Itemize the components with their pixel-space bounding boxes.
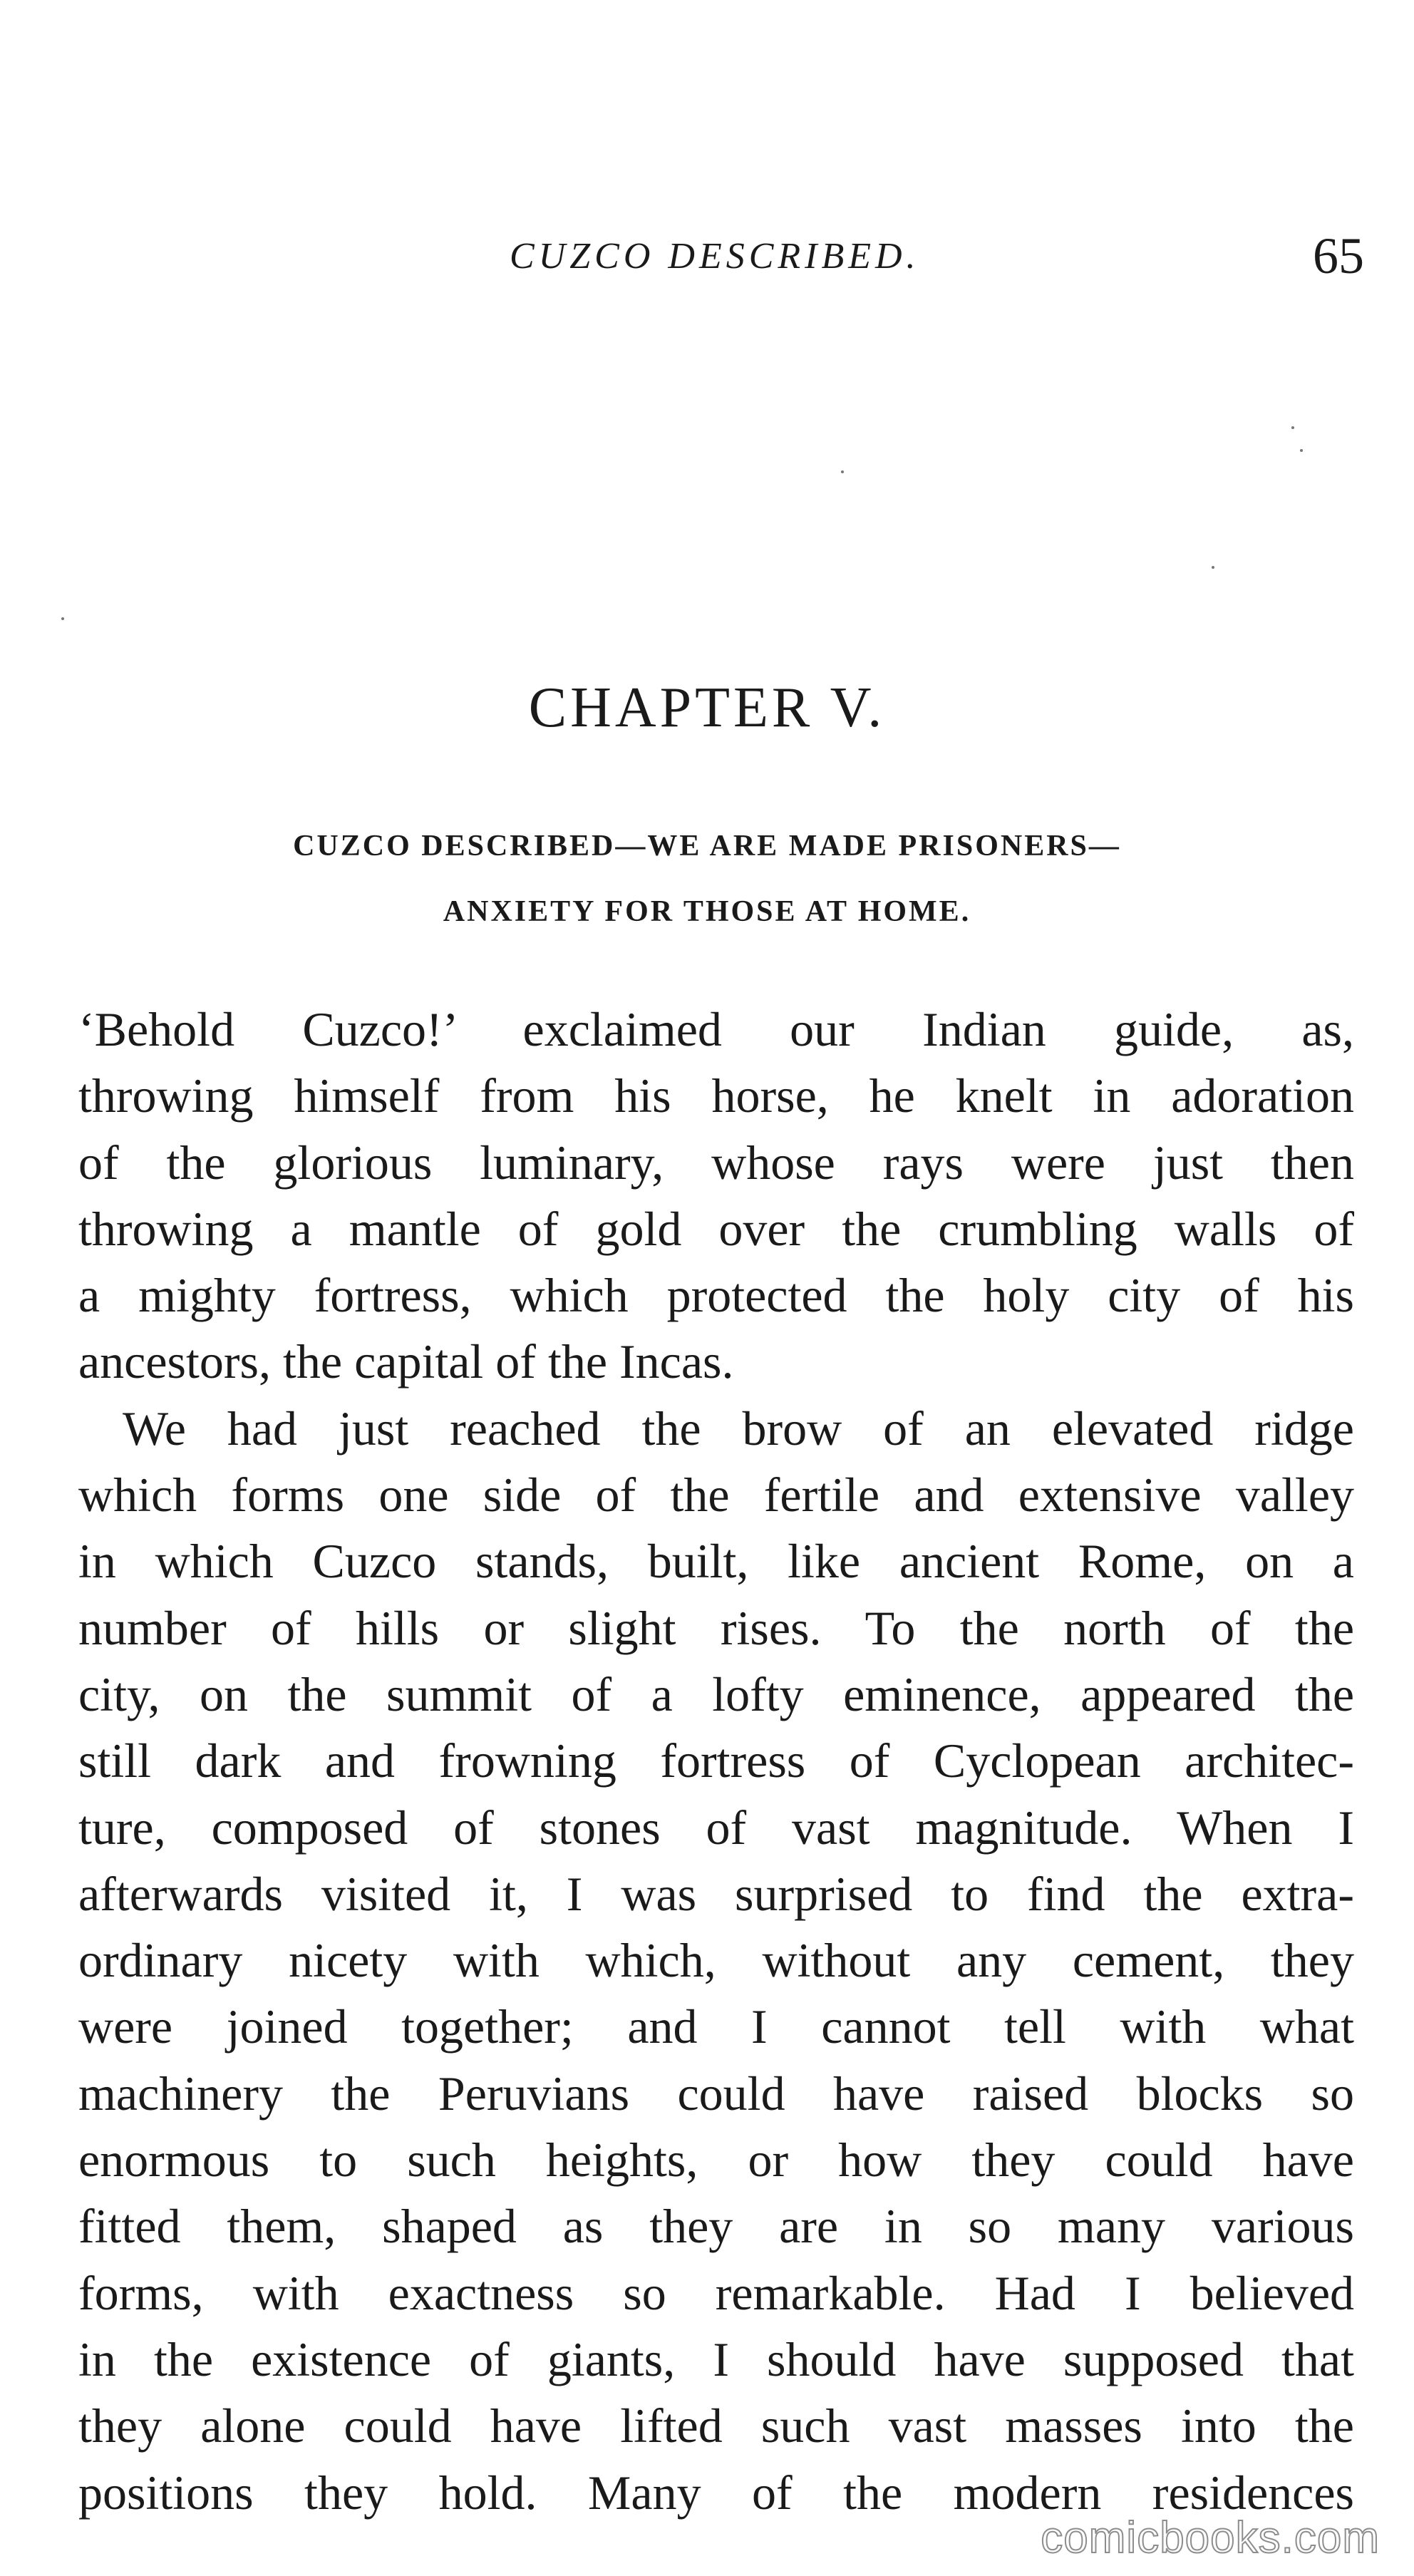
text-line: We had just reached the brow of an elevated ridge <box>123 1401 1354 1456</box>
text-line: machinery the Peruvians could have raised blocks so <box>78 2066 1354 2121</box>
paper-speck <box>1291 426 1294 429</box>
body-text <box>78 996 1354 2526</box>
paper-speck <box>1300 449 1303 452</box>
text-line: ‘Behold Cuzco!’ exclaimed our Indian guide, as, <box>78 1002 1354 1056</box>
text-line: ordinary nicety with which, without any cement, they <box>78 1933 1354 1988</box>
text-line: were joined together; and I cannot tell with what <box>78 1999 1354 2054</box>
chapter-subtitle-line-2: ANXIETY FOR THOSE AT HOME. <box>443 895 971 928</box>
text-line: fitted them, shaped as they are in so many various <box>78 2199 1354 2254</box>
chapter-subtitle-line-1: CUZCO DESCRIBED—WE ARE MADE PRISONERS— <box>293 830 1121 862</box>
paper-speck <box>1212 566 1214 569</box>
text-line: ture, composed of stones of vast magnitude. When I <box>78 1800 1354 1855</box>
text-line: ancestors, the capital of the Incas. <box>78 1334 734 1389</box>
watermark: comicbooks.com <box>1041 2513 1380 2562</box>
text-line: throwing a mantle of gold over the crumbling walls of <box>78 1201 1354 1256</box>
text-line: number of hills or slight rises. To the north of the <box>78 1600 1354 1655</box>
text-line: in which Cuzco stands, built, like ancient Rome, on a <box>78 1534 1354 1589</box>
text-line: positions they hold. Many of the modern residences <box>78 2465 1354 2520</box>
text-line: still dark and frowning fortress of Cyclopean architec- <box>78 1733 1354 1788</box>
text-line: of the glorious luminary, whose rays were just then <box>78 1135 1354 1190</box>
page-number: 65 <box>1313 227 1364 284</box>
text-line: forms, with exactness so remarkable. Had I believed <box>78 2265 1354 2320</box>
paper-speck <box>841 470 844 473</box>
text-line: in the existence of giants, I should have supposed that <box>78 2332 1354 2386</box>
text-line: afterwards visited it, I was surprised to find the extra- <box>78 1866 1354 1921</box>
text-line: city, on the summit of a lofty eminence, appeared the <box>78 1666 1354 1721</box>
text-line: enormous to such heights, or how they could have <box>78 2133 1354 2188</box>
text-line: which forms one side of the fertile and extensive valley <box>78 1468 1354 1523</box>
text-line: a mighty fortress, which protected the holy city of his <box>78 1268 1354 1323</box>
chapter-title: CHAPTER V. <box>528 676 886 739</box>
text-line: they alone could have lifted such vast masses into the <box>78 2399 1354 2453</box>
running-head: CUZCO DESCRIBED. <box>510 236 920 277</box>
paper-speck <box>61 617 64 620</box>
text-line: throwing himself from his horse, he knelt in adoration <box>78 1068 1354 1123</box>
